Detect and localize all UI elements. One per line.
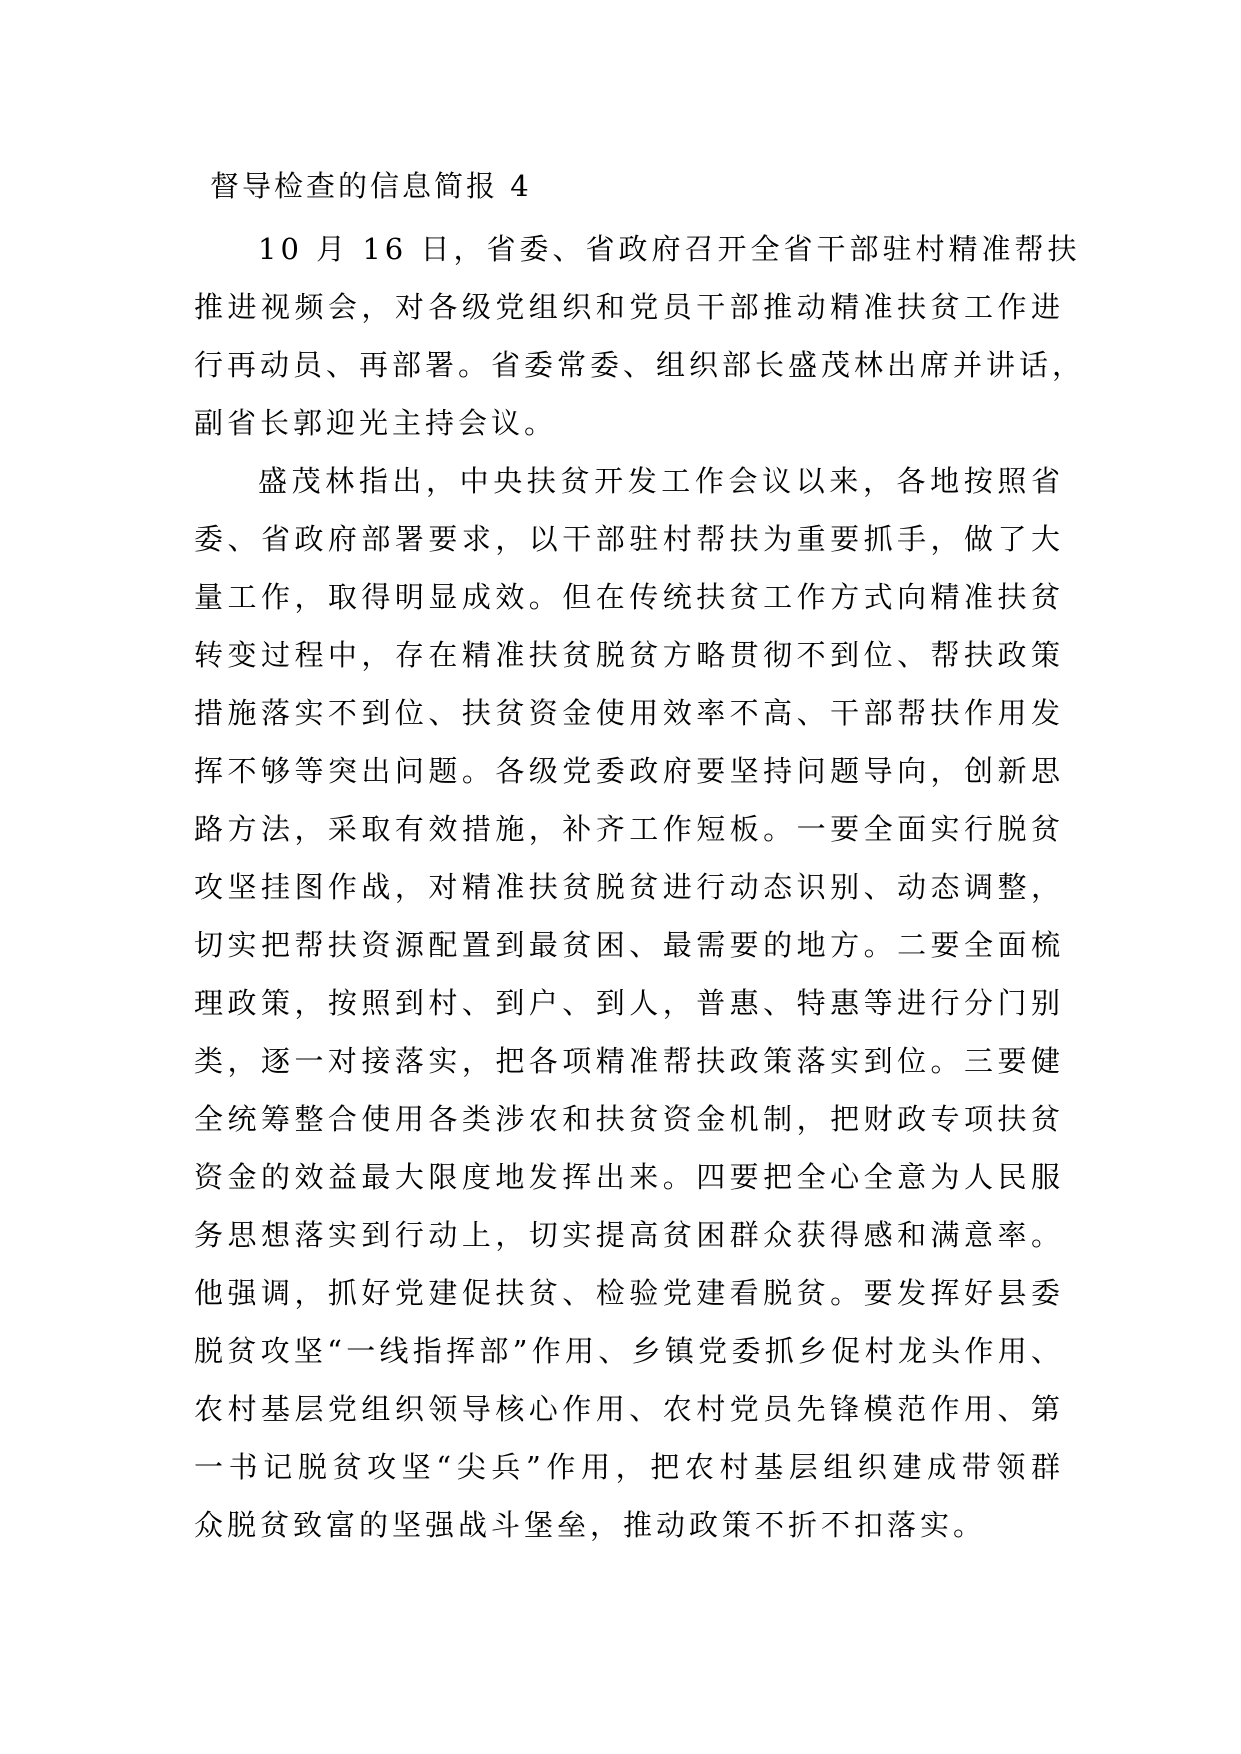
text-line: 理政策，按照到村、到户、到人，普惠、特惠等进行分门别 bbox=[194, 986, 1064, 1020]
text-line: 农村基层党组织领导核心作用、农村党员先锋模范作用、第 bbox=[194, 1392, 1064, 1426]
text-line: 全统筹整合使用各类涉农和扶贫资金机制，把财政专项扶贫 bbox=[194, 1102, 1064, 1136]
text-line: 措施落实不到位、扶贫资金使用效率不高、干部帮扶作用发 bbox=[194, 696, 1064, 730]
text-line: 路方法，采取有效措施，补齐工作短板。一要全面实行脱贫 bbox=[194, 812, 1064, 846]
text-line: 攻坚挂图作战，对精准扶贫脱贫进行动态识别、动态调整， bbox=[194, 870, 1064, 904]
text-line: 10 月 16 日，省委、省政府召开全省干部驻村精准帮扶 bbox=[258, 232, 1081, 266]
document-body bbox=[194, 220, 1086, 1554]
text-line: 委、省政府部署要求，以干部驻村帮扶为重要抓手，做了大 bbox=[194, 522, 1064, 556]
text-line: 众脱贫致富的坚强战斗堡垒，推动政策不折不扣落实。 bbox=[194, 1508, 987, 1542]
text-line: 资金的效益最大限度地发挥出来。四要把全心全意为人民服 bbox=[194, 1160, 1064, 1194]
text-line: 务思想落实到行动上，切实提高贫困群众获得感和满意率。 bbox=[194, 1218, 1064, 1252]
text-line: 脱贫攻坚“一线指挥部”作用、乡镇党委抓乡促村龙头作用、 bbox=[194, 1334, 1064, 1368]
text-line: 类，逐一对接落实，把各项精准帮扶政策落实到位。三要健 bbox=[194, 1044, 1064, 1078]
text-line: 挥不够等突出问题。各级党委政府要坚持问题导向，创新思 bbox=[194, 754, 1064, 788]
text-line: 他强调，抓好党建促扶贫、检验党建看脱贫。要发挥好县委 bbox=[194, 1276, 1064, 1310]
text-line: 推进视频会，对各级党组织和党员干部推动精准扶贫工作进 bbox=[194, 290, 1064, 324]
document-title: 督导检查的信息简报 4 bbox=[210, 169, 532, 203]
paragraph-1 bbox=[194, 220, 1086, 452]
text-line: 一书记脱贫攻坚“尖兵”作用，把农村基层组织建成带领群 bbox=[194, 1450, 1064, 1484]
text-line: 量工作，取得明显成效。但在传统扶贫工作方式向精准扶贫 bbox=[194, 580, 1064, 614]
paragraph-2 bbox=[194, 452, 1064, 1554]
text-line: 盛茂林指出，中央扶贫开发工作会议以来，各地按照省 bbox=[258, 464, 1064, 498]
text-line: 切实把帮扶资源配置到最贫困、最需要的地方。二要全面梳 bbox=[194, 928, 1064, 962]
text-line: 转变过程中，存在精准扶贫脱贫方略贯彻不到位、帮扶政策 bbox=[194, 638, 1064, 672]
text-line: 行再动员、再部署。省委常委、组织部长盛茂林出席并讲话， bbox=[194, 348, 1086, 382]
text-line: 副省长郭迎光主持会议。 bbox=[194, 406, 558, 440]
